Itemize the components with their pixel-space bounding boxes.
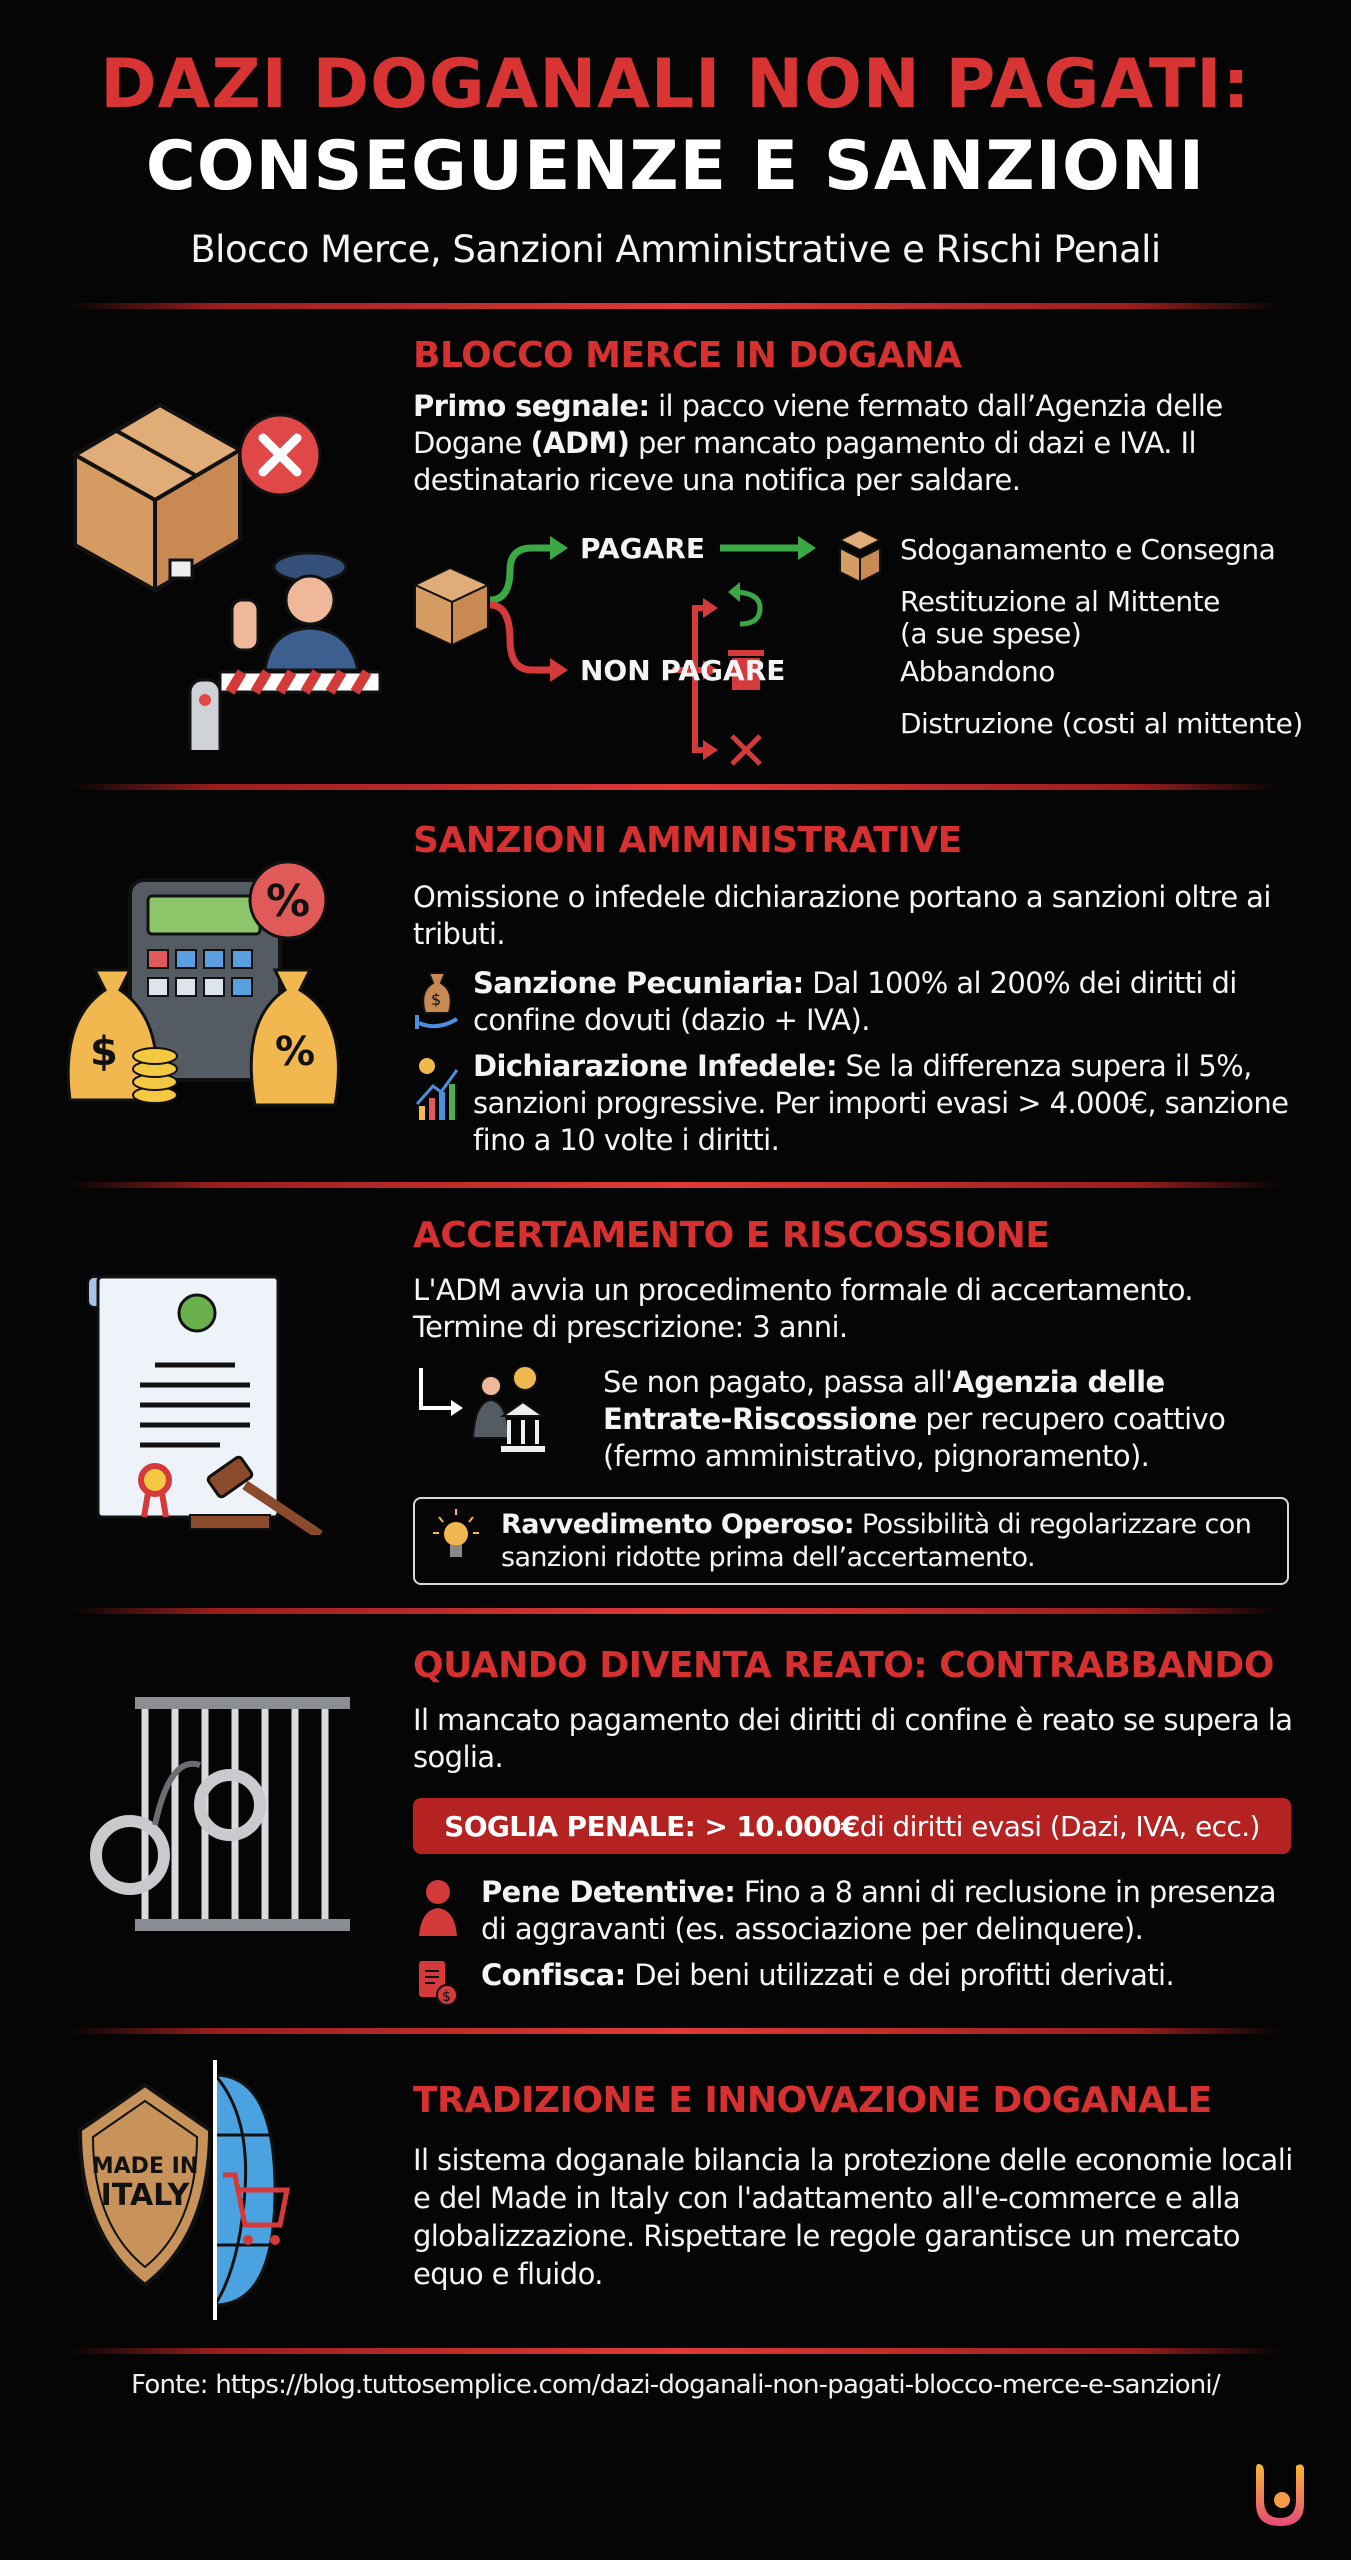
bullet-pene-detentive: Pene Detentive: Fino a 8 anni di reclusione in presenza di aggravanti (es. associazione per delinquere). (413, 1874, 1293, 1953)
section-lead: L'ADM avvia un procedimento formale di accertamento. Termine di prescrizione: 3 anni. (413, 1273, 1193, 1344)
shield-line-2: ITALY (100, 2178, 190, 2213)
svg-text:$: $ (431, 990, 441, 1009)
svg-text:$: $ (442, 1989, 451, 2005)
lightbulb-icon (431, 1507, 501, 1575)
flow-diagram (410, 530, 1310, 770)
callout-ravvedimento-operoso: Ravvedimento Operoso: Possibilità di regolarizzare con sanzioni ridotte prima dell’accertamento. (413, 1497, 1289, 1585)
divider (70, 784, 1280, 790)
section-title: TRADIZIONE E INNOVAZIONE DOGANALE (413, 2080, 1212, 2121)
handcuffs-prison-bars-icon (60, 1695, 360, 1955)
collection-step: Se non pagato, passa all'Agenzia delle Entrate-Riscossione per recupero coattivo (fermo amministrativo, pignoramento). (413, 1364, 1293, 1475)
outcome-return: Restituzione al Mittente (a sue spese) (900, 585, 1220, 650)
money-bag-hand-icon (413, 965, 473, 1044)
section-lead: Primo segnale: il pacco viene fermato dall’Agenzia delle Dogane (ADM) per mancato pagamento di dazi e IVA. Il destinatario riceve una notifica per saldare. (413, 389, 1223, 497)
document-gavel-icon (60, 1275, 380, 1535)
bullet-confisca: $ Confisca: Dei beni utilizzati e dei profitti derivati. (413, 1957, 1293, 2016)
calculator-money-bags-icon (60, 860, 360, 1110)
section-text: Il sistema doganale bilancia la protezione delle economie locali e del Made in Italy con l'adattamento all'e-commerce e alla globalizzazione. Rispettare le regole garantisce un mercato equo e fluido. (413, 2143, 1293, 2291)
package-icon (415, 568, 488, 645)
growth-chart-icon (413, 1048, 473, 1137)
subtitle: Blocco Merce, Sanzioni Amministrative e Rischi Penali (190, 228, 1161, 271)
pay-option: PAGARE (580, 532, 705, 565)
section-sanzioni-amministrative (0, 800, 1351, 1170)
section-title: SANZIONI AMMINISTRATIVE (413, 820, 962, 861)
pay-outcome: Sdoganamento e Consegna (900, 533, 1276, 566)
confiscation-document-icon (413, 1957, 481, 2016)
divider (70, 303, 1280, 309)
section-lead: Il mancato pagamento dei diritti di confine è reato se supera la soglia. (413, 1703, 1293, 1774)
nopay-option: NON PAGARE (580, 654, 786, 687)
section-blocco-merce (0, 330, 1351, 780)
bullet-dichiarazione-infedele: Dichiarazione Infedele: Se la differenza supera il 5%, sanzioni progressive. Per importi evasi > 4.000€, sanzione fino a 10 volte i diritti. (413, 1048, 1293, 1159)
arrow-agent-bank-icon (413, 1364, 603, 1473)
tuttosemplice-logo (1250, 2460, 1310, 2530)
divider (70, 2348, 1280, 2354)
bullet-sanzione-pecuniaria: $ Sanzione Pecuniaria: Dal 100% al 200% dei diritti di confine dovuti (dazio + IVA). (413, 965, 1293, 1044)
section-lead: Omissione o infedele dichiarazione portano a sanzioni oltre ai tributi. (413, 880, 1271, 951)
section-accertamento-riscossione (0, 1195, 1351, 1595)
divider (70, 2028, 1280, 2034)
header (0, 0, 1351, 271)
svg-text:%: % (265, 876, 311, 927)
outcome-destroy: Distruzione (costi al mittente) (900, 707, 1303, 740)
section-title: ACCERTAMENTO E RISCOSSIONE (413, 1215, 1050, 1256)
divider (70, 1182, 1280, 1188)
svg-text:%: % (275, 1029, 316, 1075)
outcome-abandon: Abbandono (900, 655, 1055, 688)
section-title: BLOCCO MERCE IN DOGANA (413, 335, 962, 376)
svg-text:$: $ (90, 1029, 118, 1075)
section-reato-contrabbando (0, 1625, 1351, 2015)
made-in-italy-globe-cart-icon (75, 2055, 365, 2325)
title-line-1: DAZI DOGANALI NON PAGATI: (100, 45, 1251, 124)
source-link[interactable]: Fonte: https://blog.tuttosemplice.com/dazi-doganali-non-pagati-blocco-merce-e-sanzioni/ (131, 2370, 1220, 2400)
shield-line-1: MADE IN (91, 2154, 199, 2179)
prisoner-icon (413, 1874, 481, 1953)
threshold-bar: SOGLIA PENALE: > 10.000€ di diritti evasi (Dazi, IVA, ecc.) (413, 1798, 1291, 1854)
section-title: QUANDO DIVENTA REATO: CONTRABBANDO (413, 1645, 1274, 1686)
section-tradizione-innovazione (0, 2040, 1351, 2340)
title-line-2: CONSEGUENZE E SANZIONI (145, 127, 1206, 206)
package-blocked-customs-officer-icon (60, 360, 390, 740)
divider (70, 1608, 1280, 1614)
